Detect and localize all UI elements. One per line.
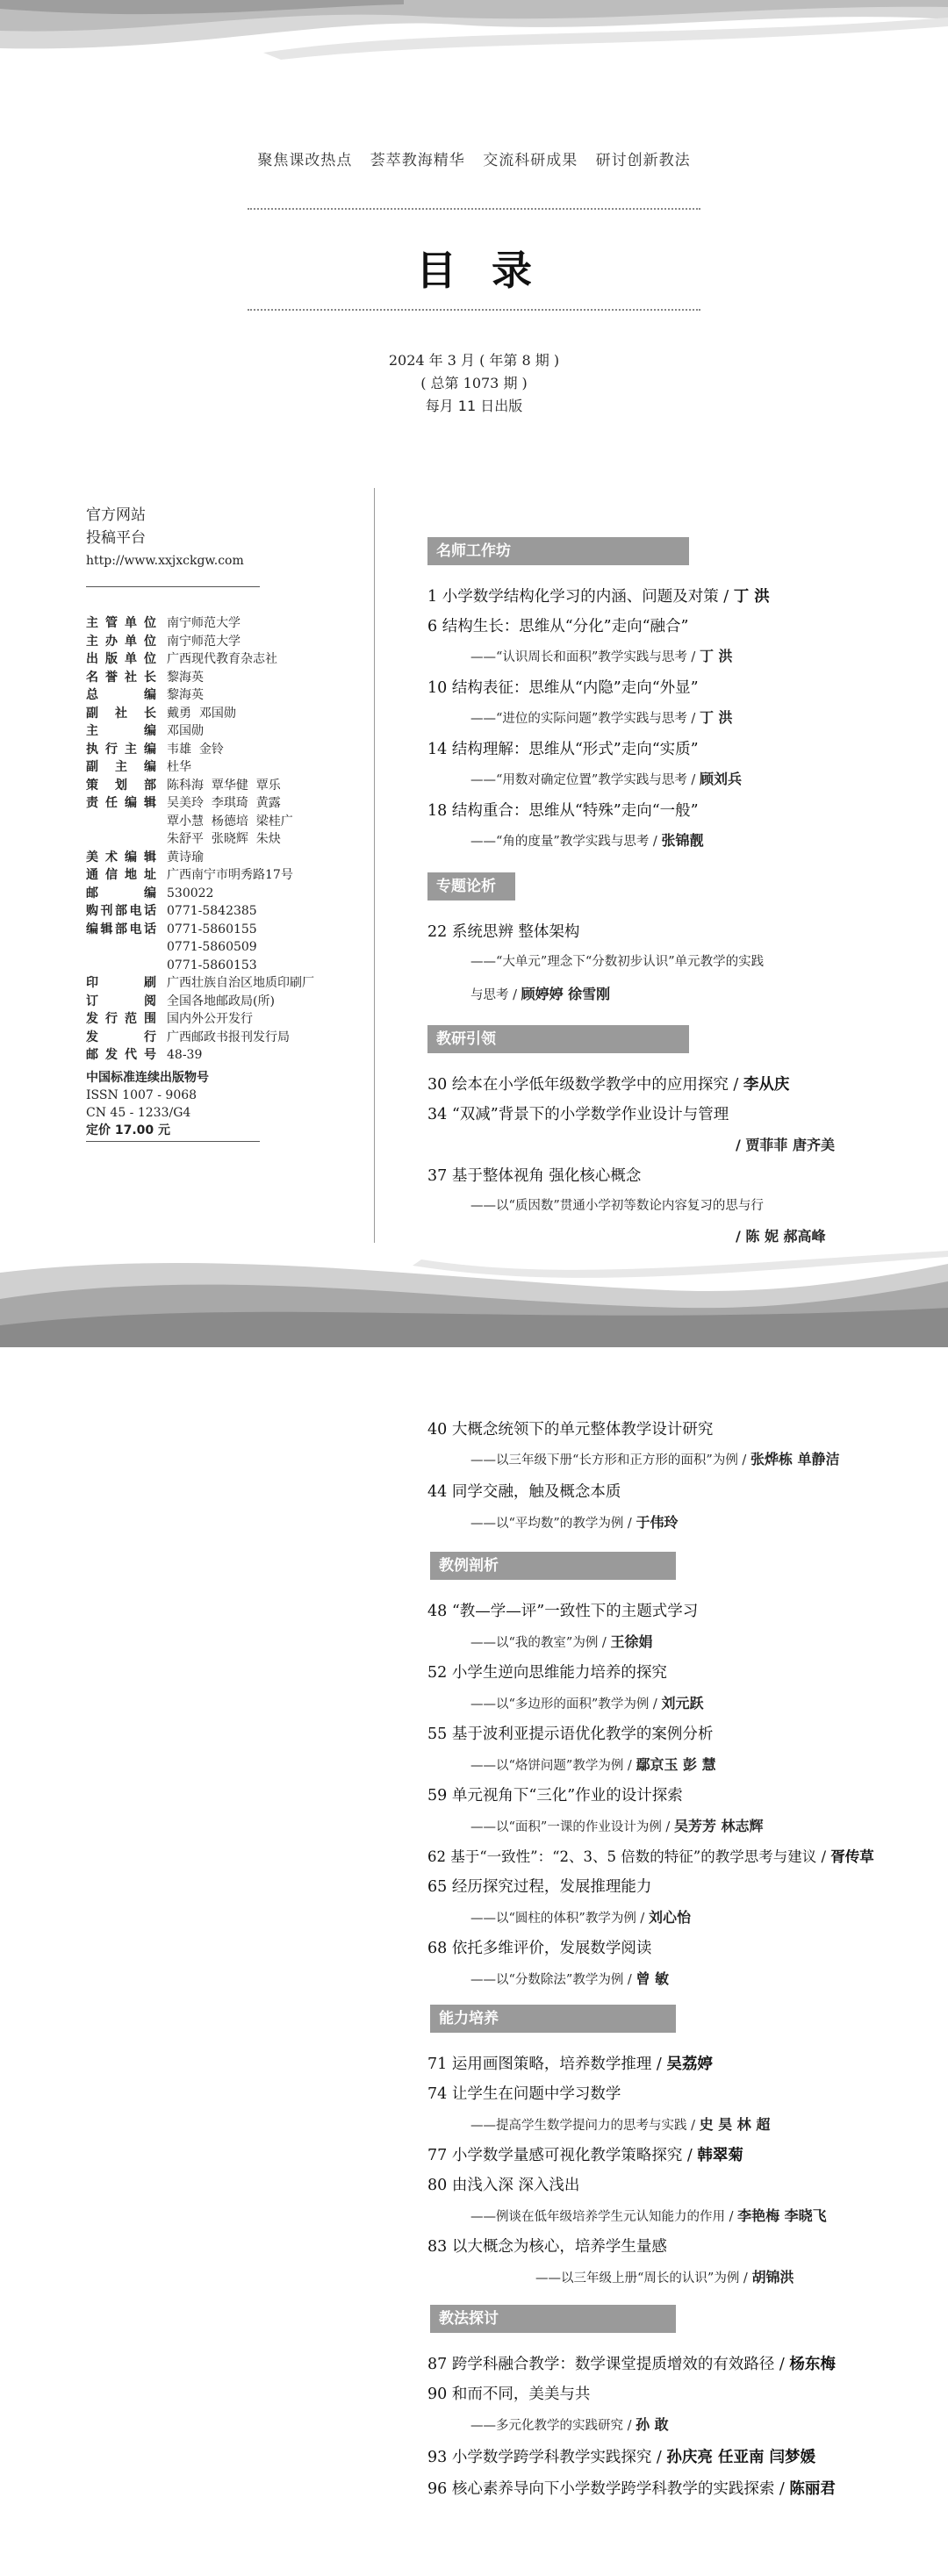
toc-entry[interactable] xyxy=(427,2477,836,2499)
toc-entry[interactable]: 74 让学生在问题中学习数学 xyxy=(427,2085,621,2103)
entry-subtitle: ——以“面积”一课的作业设计为例 / xyxy=(470,1820,674,1834)
entry-author: 张锦靓 xyxy=(661,832,704,849)
masthead-value: 邓国勋 xyxy=(167,724,204,738)
masthead-row xyxy=(86,650,314,669)
website-block xyxy=(86,504,244,572)
toc-entry[interactable]: 90 和而不同，美美与共 xyxy=(427,2386,591,2403)
entry-author: 曾 敏 xyxy=(636,1970,670,1987)
toc-entry[interactable]: 44 同学交融，触及概念本质 xyxy=(427,1483,621,1501)
masthead-label: 执行主编 xyxy=(86,742,156,757)
serial-block xyxy=(86,1069,209,1139)
masthead-value: 530022 xyxy=(167,886,214,901)
entry-author: 吴荔婷 xyxy=(666,2056,713,2073)
masthead-label: 责任编辑 xyxy=(86,796,156,810)
masthead-value: 杜华 xyxy=(167,760,191,774)
masthead-row xyxy=(86,974,314,993)
masthead-label: 发行范围 xyxy=(86,1012,156,1026)
masthead-row xyxy=(86,669,314,687)
toc-entry[interactable]: 52 小学生逆向思维能力培养的探究 xyxy=(427,1664,667,1682)
entry-author: 王徐娟 xyxy=(610,1633,653,1650)
entry-author: 丁 洪 xyxy=(699,709,733,726)
top-swoosh-decoration xyxy=(0,0,948,83)
toc-entry[interactable] xyxy=(427,585,770,606)
masthead-label xyxy=(86,813,156,831)
section-header: 能力培养 xyxy=(430,2005,676,2033)
toc-subtitle xyxy=(470,1968,669,1988)
toc-subtitle xyxy=(470,1815,764,1835)
masthead-label: 通信地址 xyxy=(86,868,156,882)
masthead-value: 黎海英 xyxy=(167,670,204,685)
masthead-row xyxy=(86,1046,314,1065)
entry-author: 陈丽君 xyxy=(789,2480,836,2498)
masthead-value: 覃小慧 杨德培 梁桂广 xyxy=(167,814,293,829)
entry-author: 刘元跃 xyxy=(661,1695,704,1711)
entry-author: 张烨栋 单静洁 xyxy=(750,1451,840,1467)
entry-author: 史 昊 林 超 xyxy=(699,2116,771,2133)
entry-subtitle: ——“进位的实际问题”教学实践与思考 / xyxy=(470,712,700,726)
masthead-label: 主编 xyxy=(86,724,156,738)
masthead-value: 0771-5860509 xyxy=(167,940,257,954)
masthead-value: 0771-5860155 xyxy=(167,922,257,936)
page-title: 目录 xyxy=(416,247,567,294)
masthead-label xyxy=(86,938,156,957)
toc-entry[interactable]: 83 以大概念为核心，培养学生量感 xyxy=(427,2238,667,2256)
entry-author: 韩翠菊 xyxy=(697,2147,743,2164)
entry-author: 于伟玲 xyxy=(636,1514,679,1531)
masthead-row xyxy=(86,705,314,723)
masthead-row xyxy=(86,1010,314,1029)
masthead-value: 朱舒平 张晓辉 朱炔 xyxy=(167,832,281,846)
masthead-row xyxy=(86,993,314,1011)
masthead-label: 副社长 xyxy=(86,706,156,721)
issue-date: 2024 年 3 月 ( 年第 8 期 ) xyxy=(388,352,560,369)
masthead-value: 黎海英 xyxy=(167,688,204,702)
toc-entry[interactable] xyxy=(427,1845,874,1866)
toc-subtitle xyxy=(470,829,703,850)
masthead-value: 韦雄 金铃 xyxy=(167,742,224,757)
toc-entry[interactable]: 68 依托多维评价，发展数学阅读 xyxy=(427,1940,652,1957)
toc-entry[interactable] xyxy=(427,1073,789,1094)
masthead-label: 发行 xyxy=(86,1030,156,1044)
toc-entry[interactable]: 48 “教—学—评”一致性下的主题式学习 xyxy=(427,1603,699,1620)
masthead-row xyxy=(86,614,314,633)
entry-title: 96 核心素养导向下小学数学跨学科教学的实践探索 / xyxy=(427,2480,790,2498)
divider xyxy=(86,1141,260,1142)
masthead-label: 名誉社长 xyxy=(86,670,156,685)
entry-author: 胡锦洪 xyxy=(751,2269,794,2285)
masthead-value: 戴勇 邓国勋 xyxy=(167,706,236,721)
section-header: 教研引领 xyxy=(427,1025,689,1053)
masthead-value: 广西邮政书报刊发行局 xyxy=(167,1030,290,1044)
masthead-row xyxy=(86,633,314,651)
masthead-label: 副主编 xyxy=(86,760,156,774)
serial-head: 中国标准连续出版物号 xyxy=(86,1071,209,1085)
masthead-label: 邮发代号 xyxy=(86,1048,156,1062)
masthead-label: 购刊部电话 xyxy=(86,904,156,918)
masthead-value: 陈科海 覃华健 覃乐 xyxy=(167,778,281,793)
masthead-row xyxy=(86,830,314,849)
toc-subtitle xyxy=(470,2113,770,2134)
column-divider xyxy=(374,488,375,1243)
toc-subtitle: ——以“质因数”贯通小学初等数论内容复习的思与行 xyxy=(470,1199,764,1213)
toc-subtitle xyxy=(470,768,742,788)
masthead-label: 出版单位 xyxy=(86,652,156,666)
toc-subtitle xyxy=(470,1906,691,1927)
toc-entry[interactable]: 65 经历探究过程，发展推理能力 xyxy=(427,1878,652,1896)
masthead-value: 吴美玲 李琪琦 黄露 xyxy=(167,796,281,810)
entry-author: 丁 洪 xyxy=(699,648,733,664)
masthead-row xyxy=(86,813,314,831)
masthead-value: 48-39 xyxy=(167,1048,203,1062)
entry-subtitle: ——以“圆柱的体积”教学为例 / xyxy=(470,1912,649,1926)
masthead-label: 订阅 xyxy=(86,994,156,1008)
toc-entry[interactable]: 14 结构理解：思维从“形式”走向“实质” xyxy=(427,741,699,758)
masthead-row xyxy=(86,794,314,813)
masthead-label: 邮编 xyxy=(86,886,156,901)
masthead-value: 南宁师范大学 xyxy=(167,634,241,649)
entry-author: 刘心怡 xyxy=(648,1909,691,1926)
masthead-label: 编辑部电话 xyxy=(86,922,156,936)
entry-subtitle: ——以“我的教室”为例 / xyxy=(470,1636,611,1650)
divider xyxy=(86,586,260,587)
entry-author: 杨东梅 xyxy=(789,2356,836,2373)
toc-entry[interactable]: 34 “双减”背景下的小学数学作业设计与管理 xyxy=(427,1106,729,1123)
toc-subtitle xyxy=(470,1631,652,1651)
toc-subtitle xyxy=(470,645,733,665)
masthead-label: 印刷 xyxy=(86,976,156,990)
entry-title: 71 运用画图策略，培养数学推理 / xyxy=(427,2056,667,2073)
masthead-label: 主办单位 xyxy=(86,634,156,649)
masthead-row xyxy=(86,777,314,795)
masthead-row xyxy=(86,686,314,705)
entry-author: / 贾菲菲 唐齐美 xyxy=(736,1137,835,1153)
toc-entry[interactable] xyxy=(427,2445,815,2467)
website-url[interactable]: http://www.xxjxckgw.com xyxy=(86,554,244,568)
dotted-divider xyxy=(248,208,700,210)
entry-subtitle: ——以“烙饼问题”教学为例 / xyxy=(470,1759,636,1773)
masthead-row xyxy=(86,849,314,867)
submission-label: 投稿平台 xyxy=(86,529,146,547)
masthead-label: 策划部 xyxy=(86,778,156,793)
masthead-row xyxy=(86,938,314,957)
masthead-label xyxy=(86,830,156,849)
entry-author: 李从庆 xyxy=(743,1076,790,1094)
toc-entry[interactable]: 80 由浅入深 深入浅出 xyxy=(427,2177,580,2194)
section-header: 名师工作坊 xyxy=(427,537,689,565)
entry-title: 93 小学数学跨学科教学实践探究 / xyxy=(427,2449,667,2466)
masthead-row xyxy=(86,921,314,939)
entry-author: 顾刘兵 xyxy=(699,771,742,787)
issue-total: ( 总第 1073 期 ) xyxy=(420,375,528,391)
cn-number: CN 45 - 1233/G4 xyxy=(86,1106,191,1120)
entry-author: 李艳梅 李晓飞 xyxy=(737,2207,827,2224)
entry-subtitle: ——以“平均数”的教学为例 / xyxy=(470,1517,636,1531)
masthead-row xyxy=(86,885,314,903)
toc-entry[interactable]: 6 结构生长：思维从“分化”走向“融合” xyxy=(427,618,689,635)
entry-subtitle: ——以三年级下册“长方形和正方形的面积”为例 / xyxy=(470,1453,750,1467)
masthead-value: 广西南宁市明秀路17号 xyxy=(167,868,293,882)
masthead-row xyxy=(86,957,314,975)
entry-author: / 陈 妮 郝高峰 xyxy=(736,1228,826,1245)
entry-author: 孙 敢 xyxy=(636,2416,669,2433)
entry-author: 鄢京玉 彭 慧 xyxy=(636,1756,716,1773)
entry-subtitle: ——“角的度量”教学实践与思考 / xyxy=(470,835,662,849)
entry-subtitle: ——以“分数除法”教学为例 / xyxy=(470,1973,636,1987)
toc-subtitle xyxy=(470,1754,716,1774)
toc-subtitle xyxy=(470,1692,703,1712)
entry-author: 孙庆亮 任亚南 闫梦媛 xyxy=(666,2449,816,2466)
entry-title: 30 绘本在小学低年级数学教学中的应用探究 / xyxy=(427,1076,743,1094)
bottom-swoosh-decoration xyxy=(0,1246,948,1347)
masthead-value: 黄诗瑜 xyxy=(167,850,204,865)
issn: ISSN 1007 - 9068 xyxy=(86,1088,198,1102)
toc-entry[interactable]: 55 基于波利亚提示语优化教学的案例分析 xyxy=(427,1726,714,1743)
masthead-value: 国内外公开发行 xyxy=(167,1012,253,1026)
entry-title: 87 跨学科融合教学：数学课堂提质增效的有效路径 / xyxy=(427,2356,790,2373)
entry-title: 1 小学数学结构化学习的内涵、问题及对策 / xyxy=(427,588,734,606)
toc-subtitle xyxy=(470,1511,678,1532)
toc-entry[interactable]: 10 结构表征：思维从“内隐”走向“外显” xyxy=(427,679,699,697)
masthead-row xyxy=(86,722,314,741)
masthead-label: 总编 xyxy=(86,688,156,702)
section-header: 专题论析 xyxy=(427,872,515,901)
toc-subtitle xyxy=(470,2414,669,2434)
entry-author: 胥传草 xyxy=(830,1848,874,1865)
toc-entry[interactable]: 18 结构重合：思维从“特殊”走向“一般” xyxy=(427,802,699,820)
masthead-row xyxy=(86,902,314,921)
toc-subtitle xyxy=(470,983,610,1003)
toc-entry[interactable]: 22 系统思辨 整体架构 xyxy=(427,923,580,941)
masthead-row xyxy=(86,741,314,759)
entry-author: 顾婷婷 徐雪刚 xyxy=(521,986,611,1002)
masthead-value: 南宁师范大学 xyxy=(167,616,241,630)
masthead-row xyxy=(86,758,314,777)
masthead-info xyxy=(86,614,314,1065)
toc-subtitle: ——“大单元”理念下“分数初步认识”单元教学的实践 xyxy=(470,955,765,969)
toc-subtitle xyxy=(470,707,733,727)
entry-subtitle: ——多元化教学的实践研究 / xyxy=(470,2419,636,2433)
entry-subtitle: ——以三年级上册“周长的认识”为例 / xyxy=(535,2271,752,2285)
masthead-value: 0771-5842385 xyxy=(167,904,257,918)
entry-subtitle: ——提高学生数学提问力的思考与实践 / xyxy=(470,2119,700,2133)
dotted-divider xyxy=(248,309,700,311)
entry-title: 62 基于“一致性”：“2、3、5 倍数的特征”的教学思考与建议 / xyxy=(427,1848,831,1865)
masthead-value: 广西壮族自治区地质印刷厂 xyxy=(167,976,314,990)
toc-entry[interactable]: 59 单元视角下“三化”作业的设计探索 xyxy=(427,1787,683,1805)
entry-subtitle: ——“认识周长和面积”教学实践与思考 / xyxy=(470,650,700,664)
entry-title: 77 小学数学量感可视化教学策略探究 / xyxy=(427,2147,698,2164)
publish-schedule: 每月 11 日出版 xyxy=(425,398,523,414)
masthead-label: 主管单位 xyxy=(86,616,156,630)
entry-author: 吴芳芳 林志辉 xyxy=(673,1818,764,1834)
masthead-value: 全国各地邮政局(所) xyxy=(167,994,275,1008)
toc-subtitle xyxy=(535,2266,794,2286)
toc-entry[interactable]: 40 大概念统领下的单元整体教学设计研究 xyxy=(427,1421,714,1439)
section-header: 教法探讨 xyxy=(430,2305,676,2333)
masthead-value: 0771-5860153 xyxy=(167,958,257,972)
toc-entry[interactable]: 37 基于整体视角 强化核心概念 xyxy=(427,1167,642,1185)
entry-subtitle: 与思考 / xyxy=(470,988,521,1002)
section-header: 教例剖析 xyxy=(430,1552,676,1580)
toc-entry[interactable] xyxy=(427,2052,713,2074)
entry-subtitle: ——以“多边形的面积”教学为例 / xyxy=(470,1697,662,1711)
entry-subtitle: ——例谈在低年级培养学生元认知能力的作用 / xyxy=(470,2210,738,2224)
tagline: 聚焦课改热点 荟萃教海精华 交流科研成果 研讨创新教法 xyxy=(257,152,691,169)
masthead-row xyxy=(86,1029,314,1047)
toc-entry[interactable] xyxy=(427,2352,836,2374)
toc-entry[interactable] xyxy=(427,2143,743,2165)
price: 定价 17.00 元 xyxy=(86,1123,171,1137)
toc-subtitle xyxy=(470,1448,840,1468)
masthead-row xyxy=(86,866,314,885)
masthead-label: 美术编辑 xyxy=(86,850,156,865)
toc-subtitle xyxy=(470,2205,827,2225)
entry-subtitle: ——“用数对确定位置”教学实践与思考 / xyxy=(470,773,700,787)
masthead-value: 广西现代教育杂志社 xyxy=(167,652,277,666)
website-label: 官方网站 xyxy=(86,506,146,524)
entry-author: 丁 洪 xyxy=(733,588,770,606)
masthead-label xyxy=(86,957,156,975)
